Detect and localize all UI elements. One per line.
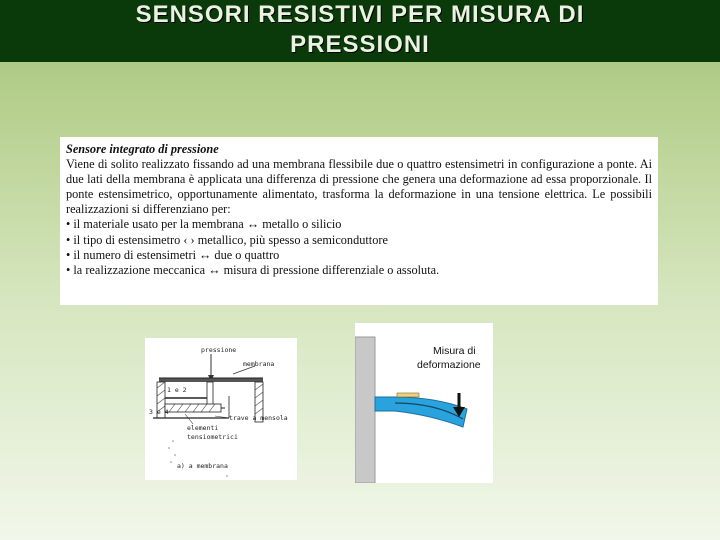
- panel-heading: Sensore integrato di pressione: [66, 142, 219, 156]
- label-1-e-2: 1 e 2: [167, 386, 187, 394]
- membrane-sensor-figure: [145, 338, 297, 480]
- bullet-item: • la realizzazione meccanica ↔ misura di pressione differenziale o assoluta.: [66, 262, 440, 277]
- label-membrana: membrana: [243, 360, 275, 368]
- bullet-item: • il numero di estensimetri ↔ due o quattro: [66, 247, 280, 262]
- slide-title-line-2: PRESSIONI: [290, 31, 430, 58]
- panel-paragraph: Viene di solito realizzato fissando ad una membrana flessibile due o quattro estensimetri in configurazione a ponte. Ai due lati della membrana è applicata una differenza di pressione che genera una deformazione ad essa proporzionale. Il ponte estensimetrico, opportunamente alimentato, trasforma la deformazione in una tensione elettrica. Le possibili realizzazioni si differenziano per:: [66, 157, 652, 217]
- deformation-figure: [355, 323, 493, 483]
- text-panel: [60, 137, 658, 305]
- label-deformazione: deformazione: [417, 359, 481, 371]
- label-3-e-4: 3 e 4: [149, 408, 169, 416]
- bullet-item: • il materiale usato per la membrana ↔ metallo o silicio: [66, 217, 342, 232]
- label-elementi: elementi: [187, 424, 219, 432]
- slide-title-line-1: SENSORI RESISTIVI PER MISURA DI: [135, 1, 585, 28]
- bullet-item: • il tipo di estensimetro ‹ › metallico, più spesso a semiconduttore: [66, 232, 388, 247]
- title-bar: [0, 0, 720, 62]
- label-pressione: pressione: [201, 346, 237, 354]
- label-tensiometrici: tensiometrici: [187, 433, 238, 441]
- label-a-membrana: a) a membrana: [177, 462, 228, 470]
- label-trave-a-mensola: trave a mensola: [229, 414, 288, 422]
- label-misura-di: Misura di: [433, 345, 476, 357]
